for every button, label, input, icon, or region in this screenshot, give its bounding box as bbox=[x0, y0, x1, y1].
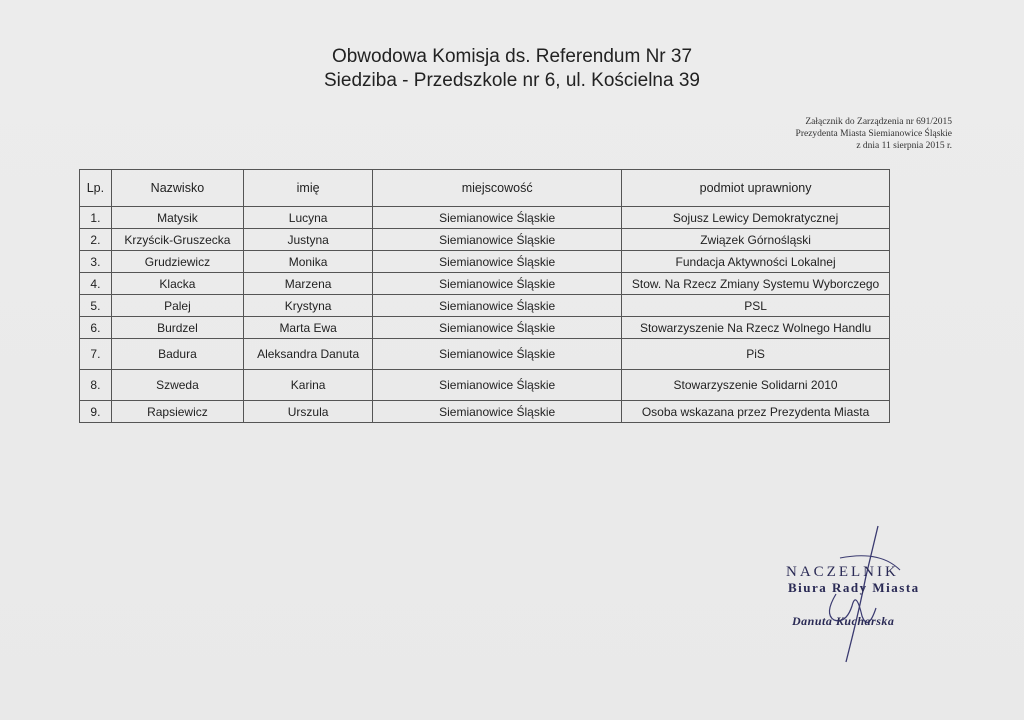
table-row bbox=[80, 370, 890, 401]
cell-lp: 4. bbox=[80, 273, 112, 295]
cell-lp: 5. bbox=[80, 295, 112, 317]
cell-imie: Monika bbox=[244, 251, 373, 273]
cell-podmiot: PSL bbox=[622, 295, 890, 317]
table-row bbox=[80, 229, 890, 251]
cell-nazwisko: Matysik bbox=[111, 207, 243, 229]
official-stamp bbox=[780, 558, 960, 658]
cell-nazwisko: Krzyścik-Gruszecka bbox=[111, 229, 243, 251]
cell-podmiot: PiS bbox=[622, 339, 890, 370]
cell-nazwisko: Rapsiewicz bbox=[111, 401, 243, 423]
cell-nazwisko: Burdzel bbox=[111, 317, 243, 339]
cell-podmiot: Stow. Na Rzecz Zmiany Systemu Wyborczego bbox=[622, 273, 890, 295]
cell-nazwisko: Grudziewicz bbox=[111, 251, 243, 273]
cell-podmiot: Stowarzyszenie Na Rzecz Wolnego Handlu bbox=[622, 317, 890, 339]
cell-podmiot: Fundacja Aktywności Lokalnej bbox=[622, 251, 890, 273]
cell-podmiot: Sojusz Lewicy Demokratycznej bbox=[622, 207, 890, 229]
stamp-title: NACZELNIK bbox=[786, 564, 899, 580]
cell-imie: Urszula bbox=[244, 401, 373, 423]
cell-miejscowosc: Siemianowice Śląskie bbox=[373, 339, 622, 370]
cell-lp: 7. bbox=[80, 339, 112, 370]
cell-lp: 3. bbox=[80, 251, 112, 273]
header-miejscowosc: miejscowość bbox=[373, 170, 622, 207]
cell-miejscowosc: Siemianowice Śląskie bbox=[373, 229, 622, 251]
cell-imie: Marzena bbox=[244, 273, 373, 295]
cell-nazwisko: Szweda bbox=[111, 370, 243, 401]
table-row bbox=[80, 317, 890, 339]
annex-line-2: Prezydenta Miasta Siemianowice Śląskie bbox=[795, 129, 952, 139]
cell-podmiot: Osoba wskazana przez Prezydenta Miasta bbox=[622, 401, 890, 423]
cell-nazwisko: Badura bbox=[111, 339, 243, 370]
stamp-name: Danuta Kucharska bbox=[792, 614, 895, 628]
header-lp: Lp. bbox=[80, 170, 112, 207]
cell-miejscowosc: Siemianowice Śląskie bbox=[373, 317, 622, 339]
cell-imie: Lucyna bbox=[244, 207, 373, 229]
table-row bbox=[80, 251, 890, 273]
cell-imie: Marta Ewa bbox=[244, 317, 373, 339]
header-imie: imię bbox=[244, 170, 373, 207]
cell-lp: 9. bbox=[80, 401, 112, 423]
cell-imie: Karina bbox=[244, 370, 373, 401]
cell-podmiot: Stowarzyszenie Solidarni 2010 bbox=[622, 370, 890, 401]
cell-lp: 2. bbox=[80, 229, 112, 251]
table-row bbox=[80, 207, 890, 229]
cell-podmiot: Związek Górnośląski bbox=[622, 229, 890, 251]
cell-miejscowosc: Siemianowice Śląskie bbox=[373, 370, 622, 401]
cell-nazwisko: Klacka bbox=[111, 273, 243, 295]
cell-lp: 6. bbox=[80, 317, 112, 339]
cell-imie: Aleksandra Danuta bbox=[244, 339, 373, 370]
header-nazwisko: Nazwisko bbox=[111, 170, 243, 207]
document-subtitle: Siedziba - Przedszkole nr 6, ul. Kościelna 39 bbox=[324, 70, 700, 91]
annex-note bbox=[752, 116, 952, 152]
cell-nazwisko: Palej bbox=[111, 295, 243, 317]
table-row bbox=[80, 273, 890, 295]
table-row bbox=[80, 339, 890, 370]
commission-members-table bbox=[79, 169, 890, 423]
table-row bbox=[80, 401, 890, 423]
annex-line-3: z dnia 11 sierpnia 2015 r. bbox=[856, 141, 952, 151]
header-podmiot: podmiot uprawniony bbox=[622, 170, 890, 207]
table-header-row bbox=[80, 170, 890, 207]
cell-lp: 8. bbox=[80, 370, 112, 401]
cell-miejscowosc: Siemianowice Śląskie bbox=[373, 273, 622, 295]
cell-miejscowosc: Siemianowice Śląskie bbox=[373, 295, 622, 317]
table-row bbox=[80, 295, 890, 317]
document-title: Obwodowa Komisja ds. Referendum Nr 37 bbox=[331, 46, 693, 67]
cell-imie: Krystyna bbox=[244, 295, 373, 317]
cell-lp: 1. bbox=[80, 207, 112, 229]
cell-imie: Justyna bbox=[244, 229, 373, 251]
cell-miejscowosc: Siemianowice Śląskie bbox=[373, 401, 622, 423]
annex-line-1: Załącznik do Zarządzenia nr 691/2015 bbox=[805, 117, 952, 127]
cell-miejscowosc: Siemianowice Śląskie bbox=[373, 207, 622, 229]
cell-miejscowosc: Siemianowice Śląskie bbox=[373, 251, 622, 273]
stamp-office: Biura Rady Miasta bbox=[788, 580, 920, 595]
